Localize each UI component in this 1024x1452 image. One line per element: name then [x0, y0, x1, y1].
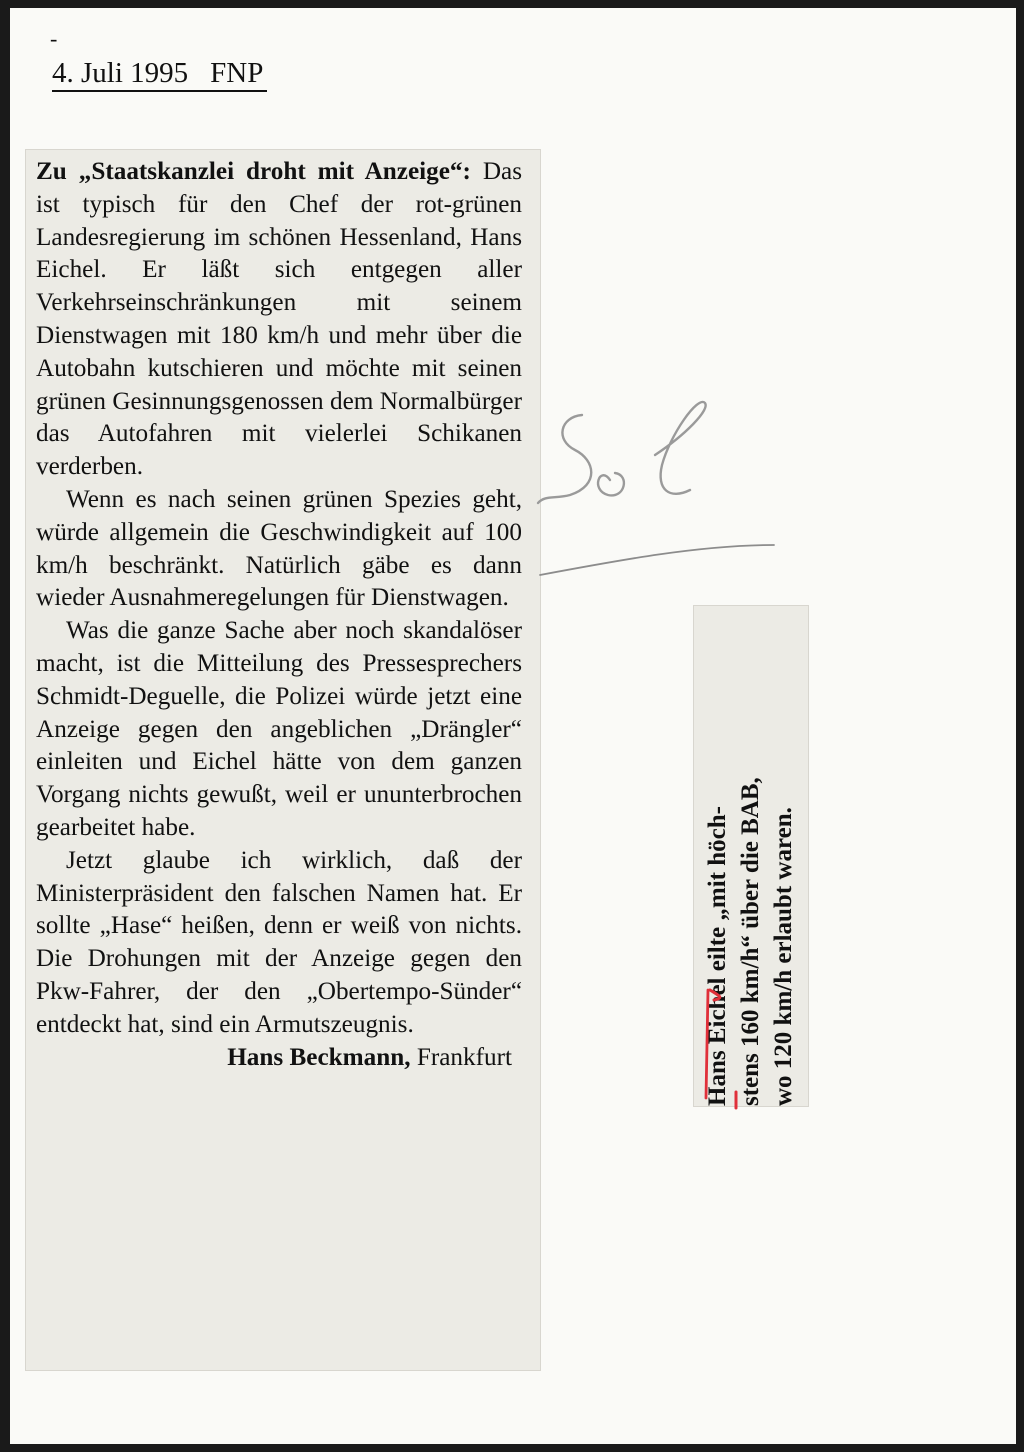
pencil-stroke-o [598, 473, 624, 495]
letter-headline: Zu „Staatskanzlei droht mit Anzeige“: [36, 158, 471, 185]
pencil-line [540, 545, 774, 575]
letter-text-1: Das ist typisch für den Chef der rot-grünen Landesregierung im schönen Hessenland, Hans Eichel. Er läßt sich entgegen aller Verkehrseinschränkungen mit seinem Dienstwagen mit 180 km/h und mehr über die Autobahn kutschieren und möchte mit seinen grünen Gesinnungsgenossen dem Normalbürger das Autofahren mit vielerlei Schikanen verderben. [36, 158, 522, 481]
header-source: FNP [210, 57, 264, 89]
red-marker-annotations [690, 860, 760, 1120]
letter-paragraph-2: Wenn es nach seinen grünen Spezies geht, würde allgemein die Geschwindigkeit auf 100 km/h beschränkt. Natürlich gäbe es dann wieder Ausnahmeregelungen für Dienstwagen. [36, 485, 522, 612]
pencil-stroke-l [655, 402, 706, 494]
pencil-stroke-s [538, 415, 591, 503]
caption-line-2: stens 160 km/h“ über die BAB, [737, 777, 764, 1106]
red-bracket-eichel [710, 990, 720, 1000]
red-marker-stroke [706, 990, 708, 1098]
letter-author: Hans Beckmann, [227, 1043, 411, 1071]
caption-line-1: Hans Eichel eilte „mit höch- [704, 806, 731, 1106]
letter-paragraph-1 [36, 156, 522, 484]
pencil-initials [530, 395, 780, 585]
letter-signature [36, 1042, 522, 1075]
margin-mark: - [50, 26, 58, 51]
header-date: 4. Juli 1995 [52, 57, 189, 89]
caption-line-3: wo 120 km/h erlaubt waren. [770, 807, 797, 1106]
letter-paragraph-3: Was die ganze Sache aber noch skandalöser macht, ist die Mitteilung des Pressesprechers Schmidt-Deguelle, die Polizei würde jetzt eine Anzeige gegen den angeblichen „Drängler“ einleiten und Eichel hätte von dem ganzen Vorgang nichts gewußt, weil er ununterbrochen gearbeitet habe. [36, 617, 522, 841]
source-header [52, 56, 267, 92]
letter-body [36, 156, 522, 1074]
letter-city: Frankfurt [416, 1043, 512, 1071]
letter-paragraph-4: Jetzt glaube ich wirklich, daß der Ministerpräsident den falschen Namen hat. Er sollte „Hase“ heißen, denn er weiß von nichts. Die Drohungen mit der Anzeige gegen den Pkw-Fahrer, der den „Obertempo-Sünder“ entdeckt hat, sind ein Armutszeugnis. [36, 846, 522, 1038]
